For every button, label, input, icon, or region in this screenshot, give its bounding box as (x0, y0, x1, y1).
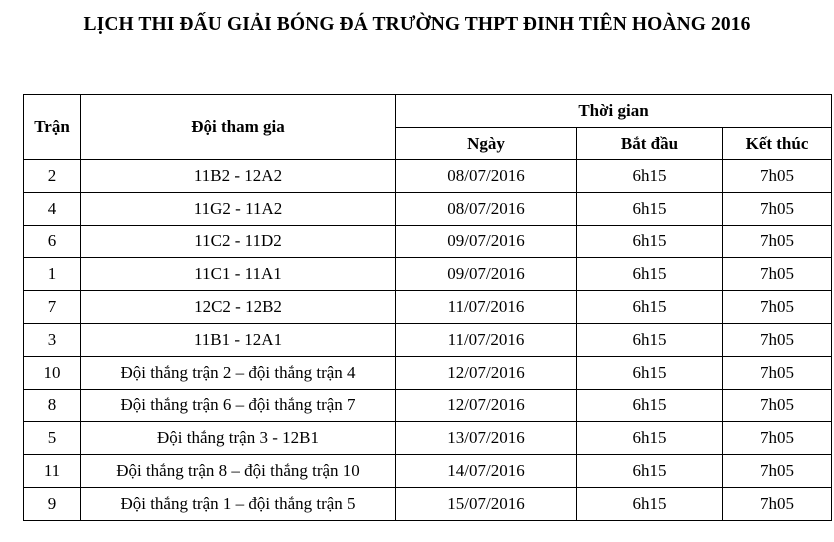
cell-start: 6h15 (577, 225, 723, 258)
header-date: Ngày (396, 128, 577, 160)
table-row (24, 487, 832, 520)
cell-match: 10 (24, 356, 81, 389)
cell-start: 6h15 (577, 422, 723, 455)
table-row (24, 192, 832, 225)
table-row (24, 160, 832, 193)
cell-date: 13/07/2016 (396, 422, 577, 455)
cell-start: 6h15 (577, 258, 723, 291)
cell-end: 7h05 (723, 455, 832, 488)
header-end: Kết thúc (723, 128, 832, 160)
cell-teams: 11G2 - 11A2 (81, 192, 396, 225)
cell-date: 12/07/2016 (396, 389, 577, 422)
schedule-table (23, 94, 832, 521)
cell-end: 7h05 (723, 291, 832, 324)
table-row (24, 389, 832, 422)
cell-teams: Đội thắng trận 8 – đội thắng trận 10 (81, 455, 396, 488)
cell-date: 09/07/2016 (396, 225, 577, 258)
cell-start: 6h15 (577, 356, 723, 389)
cell-start: 6h15 (577, 192, 723, 225)
cell-teams: Đội thắng trận 3 - 12B1 (81, 422, 396, 455)
table-row (24, 422, 832, 455)
page-title: LỊCH THI ĐẤU GIẢI BÓNG ĐÁ TRƯỜNG THPT ĐINH TIÊN HOÀNG 2016 (83, 14, 751, 35)
table-row (24, 258, 832, 291)
cell-date: 08/07/2016 (396, 160, 577, 193)
cell-teams: Đội thắng trận 2 – đội thắng trận 4 (81, 356, 396, 389)
cell-date: 14/07/2016 (396, 455, 577, 488)
header-match: Trận (24, 95, 81, 160)
cell-teams: 11B2 - 12A2 (81, 160, 396, 193)
cell-end: 7h05 (723, 487, 832, 520)
cell-teams: 12C2 - 12B2 (81, 291, 396, 324)
cell-start: 6h15 (577, 291, 723, 324)
cell-end: 7h05 (723, 225, 832, 258)
cell-date: 15/07/2016 (396, 487, 577, 520)
header-start: Bắt đầu (577, 128, 723, 160)
table-row (24, 323, 832, 356)
cell-date: 08/07/2016 (396, 192, 577, 225)
cell-teams: Đội thắng trận 6 – đội thắng trận 7 (81, 389, 396, 422)
cell-date: 09/07/2016 (396, 258, 577, 291)
cell-match: 8 (24, 389, 81, 422)
cell-match: 3 (24, 323, 81, 356)
cell-match: 11 (24, 455, 81, 488)
cell-teams: 11C1 - 11A1 (81, 258, 396, 291)
cell-start: 6h15 (577, 455, 723, 488)
cell-match: 2 (24, 160, 81, 193)
cell-teams: 11B1 - 12A1 (81, 323, 396, 356)
cell-match: 9 (24, 487, 81, 520)
cell-date: 11/07/2016 (396, 291, 577, 324)
cell-teams: 11C2 - 11D2 (81, 225, 396, 258)
header-row-top (24, 95, 832, 128)
cell-start: 6h15 (577, 487, 723, 520)
cell-match: 7 (24, 291, 81, 324)
header-time: Thời gian (396, 95, 832, 128)
cell-date: 12/07/2016 (396, 356, 577, 389)
cell-teams: Đội thắng trận 1 – đội thắng trận 5 (81, 487, 396, 520)
cell-end: 7h05 (723, 323, 832, 356)
cell-start: 6h15 (577, 160, 723, 193)
cell-start: 6h15 (577, 389, 723, 422)
cell-end: 7h05 (723, 258, 832, 291)
cell-end: 7h05 (723, 192, 832, 225)
cell-start: 6h15 (577, 323, 723, 356)
cell-date: 11/07/2016 (396, 323, 577, 356)
cell-match: 5 (24, 422, 81, 455)
table-row (24, 455, 832, 488)
table-row (24, 225, 832, 258)
cell-match: 1 (24, 258, 81, 291)
cell-match: 4 (24, 192, 81, 225)
cell-end: 7h05 (723, 356, 832, 389)
cell-end: 7h05 (723, 422, 832, 455)
cell-end: 7h05 (723, 389, 832, 422)
cell-match: 6 (24, 225, 81, 258)
table-row (24, 356, 832, 389)
header-teams: Đội tham gia (81, 95, 396, 160)
table-row (24, 291, 832, 324)
cell-end: 7h05 (723, 160, 832, 193)
schedule-body (24, 160, 832, 521)
